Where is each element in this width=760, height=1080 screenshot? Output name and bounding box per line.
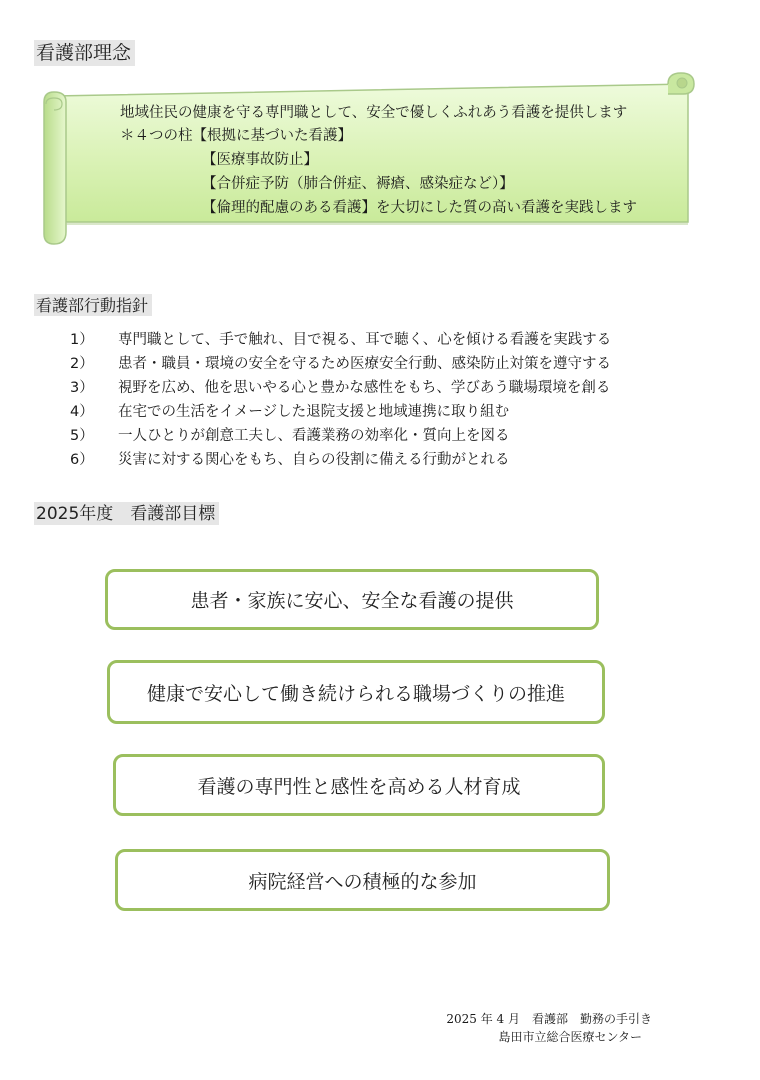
- goal-text: 健康で安心して働き続けられる職場づくりの推進: [146, 682, 565, 705]
- scroll-banner-shape: [40, 72, 700, 248]
- goal-text: 患者・家族に安心、安全な看護の提供: [190, 590, 514, 612]
- list-item-text: 専門職として、手で触れ、目で視る、耳で聴く、心を傾ける看護を実践する: [118, 332, 612, 348]
- goal-box: [115, 849, 610, 911]
- list-item: [70, 400, 611, 424]
- footer-document-title: 2025 年 4 月 看護部 勤務の手引き: [446, 1012, 652, 1026]
- philosophy-heading: 看護部理念: [34, 40, 135, 66]
- list-item-text: 一人ひとりが創意工夫し、看護業務の効率化・質向上を図る: [118, 428, 510, 444]
- pillar-3: 【合併症予防（肺合併症、褥瘡、感染症など）】: [202, 176, 514, 192]
- guidelines-heading: 看護部行動指針: [34, 294, 152, 316]
- list-item: [70, 328, 611, 352]
- goal-text: 病院経営への積極的な参加: [248, 870, 477, 893]
- philosophy-statement: 地域住民の健康を守る専門職として、安全で優しくふれあう看護を提供します: [120, 105, 628, 121]
- goals-heading: 2025年度 看護部目標: [34, 502, 219, 525]
- list-item-text: 在宅での生活をイメージした退院支援と地域連携に取り組む: [118, 404, 510, 420]
- list-item-number: 3）: [70, 380, 94, 396]
- goal-box: [113, 754, 605, 816]
- list-item-number: 5）: [70, 428, 94, 444]
- list-item: [70, 376, 611, 400]
- list-item-number: 2）: [70, 356, 94, 372]
- list-item: [70, 448, 611, 472]
- list-item-number: 4）: [70, 404, 94, 420]
- guidelines-list: [70, 328, 611, 472]
- list-item-text: 視野を広め、他を思いやる心と豊かな感性をもち、学びあう職場環境を創る: [118, 380, 611, 396]
- pillar-4: 【倫理的配慮のある看護】を大切にした質の高い看護を実践します: [202, 200, 637, 216]
- footer-organization: 島田市立総合医療センター: [498, 1030, 642, 1044]
- list-item: [70, 352, 611, 376]
- pillar-1: ＊４つの柱【根拠に基づいた看護】: [120, 128, 352, 144]
- list-item-text: 患者・職員・環境の安全を守るため医療安全行動、感染防止対策を遵守する: [118, 356, 611, 372]
- list-item-text: 災害に対する関心をもち、自らの役割に備える行動がとれる: [118, 452, 510, 468]
- list-item-number: 6）: [70, 452, 94, 468]
- list-item: [70, 424, 611, 448]
- goal-box: [105, 569, 599, 630]
- list-item-number: 1）: [70, 332, 94, 348]
- goal-box: [107, 660, 605, 724]
- philosophy-banner: [40, 72, 700, 248]
- goal-text: 看護の専門性と感性を高める人材育成: [197, 775, 521, 798]
- pillar-2: 【医療事故防止】: [202, 152, 318, 168]
